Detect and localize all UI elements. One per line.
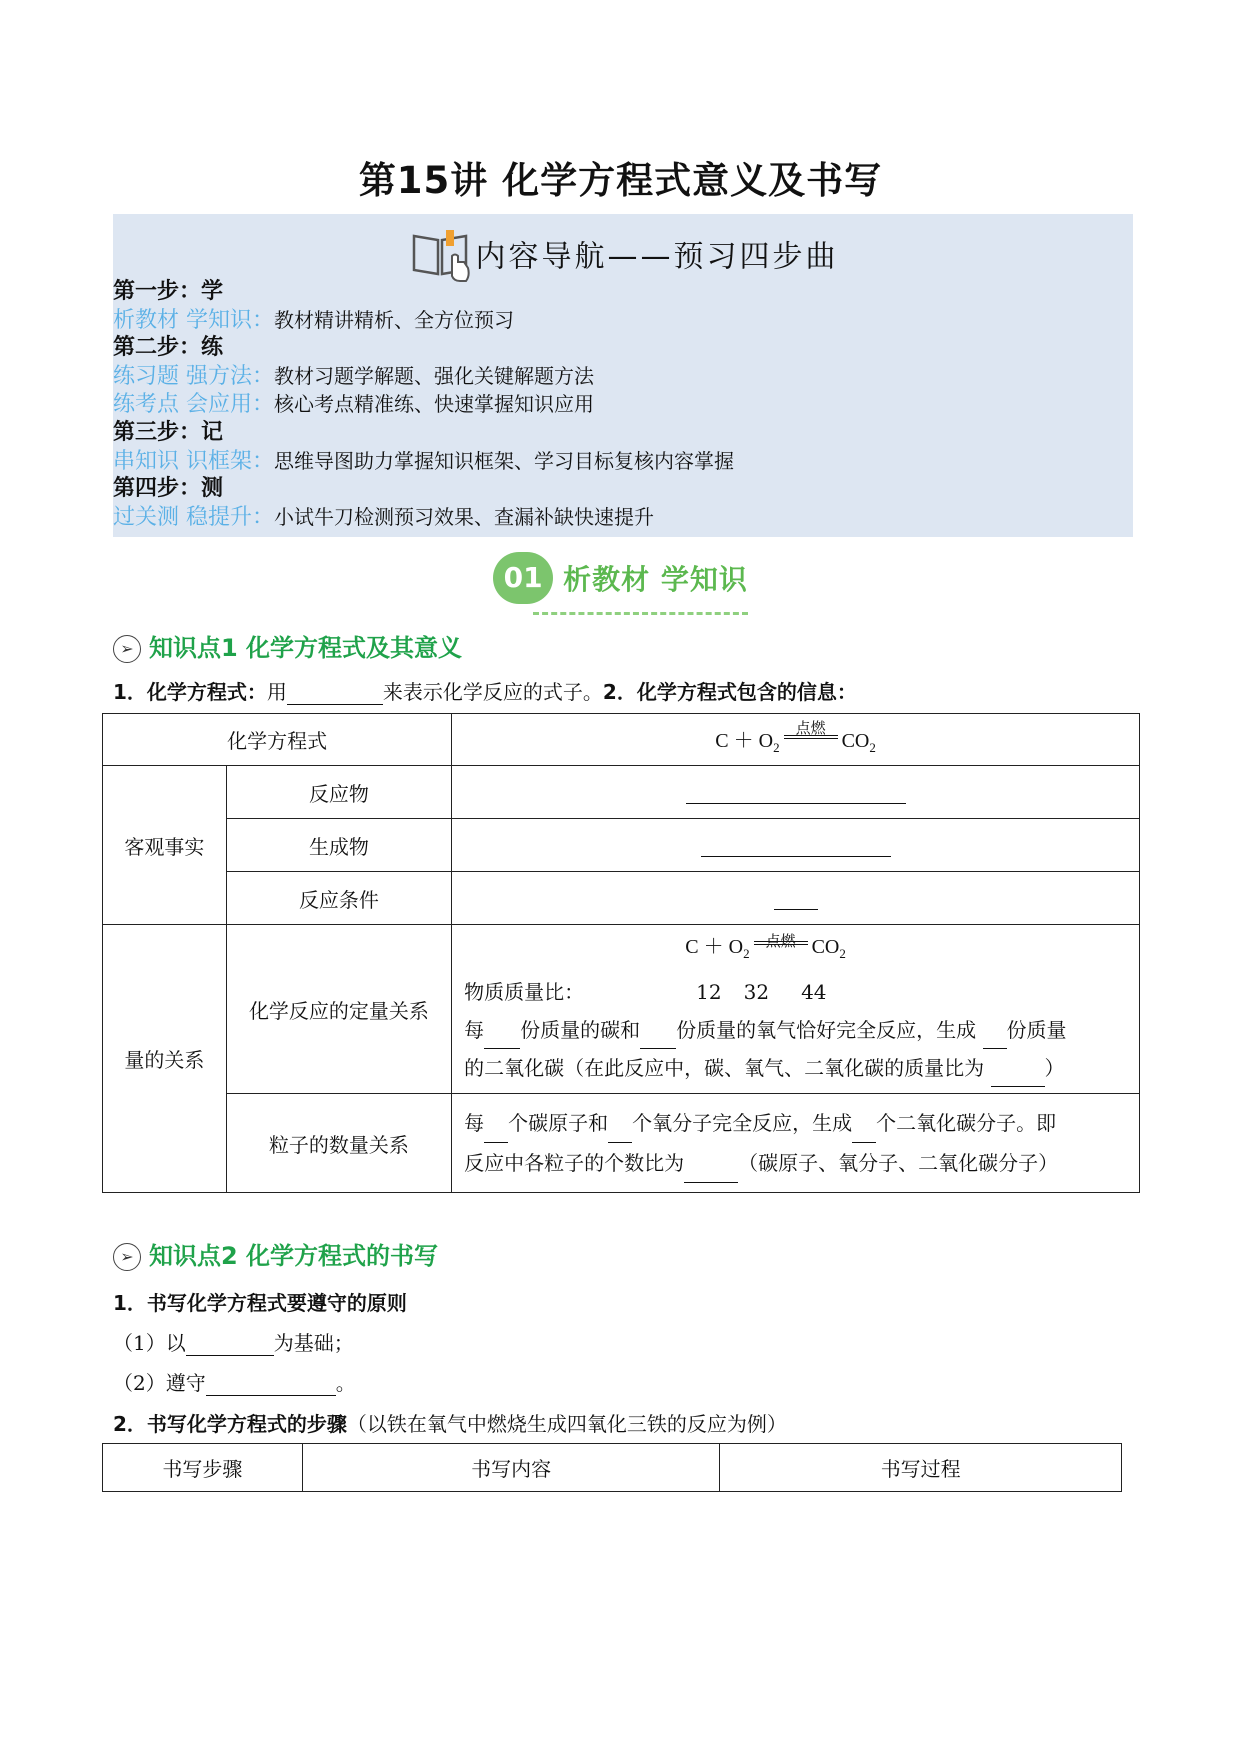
kp2-principles-heading: 1．书写化学方程式要遵守的原则 [113, 1291, 407, 1315]
page-title: 第15讲 化学方程式意义及书写 [358, 159, 883, 202]
mass-ratio-row: 物质质量比： 12 32 44 [464, 980, 827, 1004]
step-3-label: 第三步：记 [113, 420, 224, 445]
step-2-item-2: 练考点 会应用：核心考点精准练、快速掌握知识应用 [113, 392, 594, 417]
step-3-item: 串知识 识框架：思维导图助力掌握知识框架、学习目标复核内容掌握 [113, 449, 734, 474]
reactant-answer[interactable] [452, 766, 1140, 819]
section-label: 析教材 学知识 [563, 563, 748, 596]
book-hand-icon [408, 226, 472, 290]
label-reactant: 反应物 [226, 766, 451, 819]
step-2-item-1: 练习题 强方法：教材习题学解题、强化关键解题方法 [113, 364, 594, 389]
section-underline [533, 612, 748, 615]
step-1-label: 第一步：学 [113, 279, 224, 304]
particle-line-1: 每 个碳原子和 个氧分子完全反应，生成 个二氧化碳分子。即 [464, 1103, 1127, 1143]
row-label-equation: 化学方程式 [103, 714, 452, 766]
mass-line-1: 每 份质量的碳和 份质量的氧气恰好完全反应，生成 份质量 [464, 1011, 1127, 1049]
step-4-item: 过关测 稳提升：小试牛刀检测预习效果、查漏补缺快速提升 [113, 505, 654, 530]
quantitative-cell [452, 925, 1140, 1094]
blank [206, 1375, 336, 1396]
kp2-heading: ➢ 知识点2 化学方程式的书写 [113, 1236, 438, 1271]
col-header-step: 书写步骤 [103, 1444, 303, 1492]
step-4-label: 第四步：测 [113, 476, 224, 501]
equation-repeat: $C + O_2$ 点燃 $CO_2$ [685, 934, 846, 961]
label-product: 生成物 [226, 819, 451, 872]
label-condition: 反应条件 [226, 872, 451, 925]
label-particle: 粒子的数量关系 [226, 1094, 451, 1193]
blank [186, 1335, 274, 1356]
section-badge [0, 552, 1241, 614]
condition-answer[interactable] [452, 872, 1140, 925]
kp1-heading: ➢ 知识点1 化学方程式及其意义 [113, 628, 462, 663]
step-1-item: 析教材 学知识：教材精讲精析、全方位预习 [113, 308, 514, 333]
writing-steps-table [102, 1443, 1122, 1492]
nav-heading-text: 内容导航——预习四步曲 [475, 239, 839, 275]
nav-heading [113, 226, 1133, 290]
kp1-intro-line: 1．化学方程式：用 来表示化学反应的式子。2．化学方程式包含的信息： [113, 680, 857, 704]
kp2-steps-heading: 2．书写化学方程式的步骤（以铁在氧气中燃烧生成四氧化三铁的反应为例） [113, 1412, 787, 1436]
group-quantity: 量的关系 [103, 925, 227, 1193]
particle-line-2: 反应中各粒子的个数比为 （碳原子、氧分子、二氧化碳分子） [464, 1143, 1127, 1183]
blank [287, 684, 383, 705]
mass-line-2: 的二氧化碳（在此反应中，碳、氧气、二氧化碳的质量比为 ） [464, 1049, 1127, 1087]
arrow-circle-icon: ➢ [113, 635, 141, 663]
product-answer[interactable] [452, 819, 1140, 872]
kp2-principle-2: （2）遵守 。 [113, 1371, 356, 1395]
col-header-content: 书写内容 [302, 1444, 720, 1492]
particle-cell [452, 1094, 1140, 1193]
group-objective-facts: 客观事实 [103, 766, 227, 925]
kp2-principle-1: （1）以 为基础； [113, 1331, 354, 1355]
step-2-label: 第二步：练 [113, 335, 224, 360]
arrow-circle-icon: ➢ [113, 1243, 141, 1271]
equation-info-table [102, 713, 1140, 1193]
section-number: 01 [493, 552, 553, 604]
content-nav-panel [113, 214, 1133, 537]
equation-cell: $C + O_2$ 点燃 $CO_2$ [452, 714, 1140, 766]
label-quantitative: 化学反应的定量关系 [226, 925, 451, 1094]
col-header-process: 书写过程 [720, 1444, 1122, 1492]
